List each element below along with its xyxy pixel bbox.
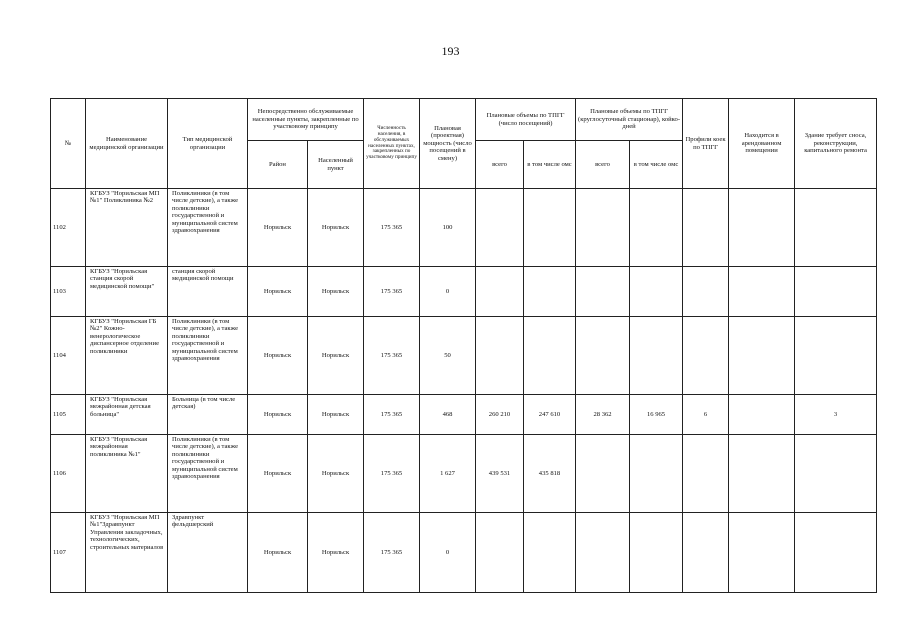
header-building-condition: Здание требует сноса, реконструкции, капитального ремонта: [795, 99, 877, 189]
table-row: [51, 435, 877, 513]
table-row: [51, 513, 877, 593]
org-type-cell: Здравпункт фельдшерский: [168, 513, 248, 593]
visits-total-cell: [476, 513, 524, 593]
building-condition-cell: 3: [795, 395, 877, 435]
org-type-cell: Поликлиники (в том числе детские), а также поликлиники государственной и муниципальной систем здравоохранения: [168, 189, 248, 267]
header-beds-total: всего: [576, 141, 630, 189]
population-cell: 175 365: [364, 267, 420, 317]
population-cell: 175 365: [364, 395, 420, 435]
visits-oms-cell: 247 610: [524, 395, 576, 435]
building-condition-cell: [795, 189, 877, 267]
rented-cell: [729, 189, 795, 267]
visits-oms-cell: 435 818: [524, 435, 576, 513]
capacity-cell: 50: [420, 317, 476, 395]
settlement-cell: Норильск: [308, 513, 364, 593]
row-number: 1104: [51, 317, 86, 395]
header-rented-premises: Находится в арендованном помещении: [729, 99, 795, 189]
beds-total-cell: [576, 513, 630, 593]
header-planned-visits: Плановые объемы по ТПГГ (число посещений): [476, 99, 576, 141]
bed-profiles-cell: [683, 189, 729, 267]
settlement-cell: Норильск: [308, 395, 364, 435]
settlement-cell: Норильск: [308, 267, 364, 317]
rented-cell: [729, 513, 795, 593]
rented-cell: [729, 395, 795, 435]
table-body: [51, 189, 877, 593]
bed-profiles-cell: [683, 267, 729, 317]
visits-oms-cell: [524, 189, 576, 267]
visits-oms-cell: [524, 267, 576, 317]
visits-total-cell: [476, 189, 524, 267]
beds-total-cell: 28 362: [576, 395, 630, 435]
beds-total-cell: [576, 317, 630, 395]
beds-total-cell: [576, 267, 630, 317]
visits-oms-cell: [524, 513, 576, 593]
settlement-cell: Норильск: [308, 317, 364, 395]
beds-oms-cell: [630, 435, 683, 513]
header-settlement: Населенный пункт: [308, 141, 364, 189]
table-header: [51, 99, 877, 189]
capacity-cell: 1 627: [420, 435, 476, 513]
row-number: 1106: [51, 435, 86, 513]
population-cell: 175 365: [364, 189, 420, 267]
building-condition-cell: [795, 435, 877, 513]
beds-oms-cell: [630, 513, 683, 593]
org-name-cell: КГБУЗ "Норильская станция скорой медицинской помощи": [86, 267, 168, 317]
org-type-cell: Поликлиники (в том числе детские), а также поликлиники государственной и муниципальной систем здравоохранения: [168, 317, 248, 395]
rented-cell: [729, 267, 795, 317]
table-row: [51, 395, 877, 435]
header-beds-oms: в том числе омс: [630, 141, 683, 189]
visits-oms-cell: [524, 317, 576, 395]
population-cell: 175 365: [364, 513, 420, 593]
beds-oms-cell: [630, 267, 683, 317]
header-planned-bed-days: Плановые объемы по ТПГГ (круглосуточный стационар), койко-дней: [576, 99, 683, 141]
capacity-cell: 0: [420, 267, 476, 317]
settlement-cell: Норильск: [308, 189, 364, 267]
district-cell: Норильск: [248, 435, 308, 513]
beds-total-cell: [576, 435, 630, 513]
bed-profiles-cell: 6: [683, 395, 729, 435]
header-population: Численность населения, в обслуживаемых населенных пунктах, закрепленных по участковому принципу: [364, 99, 420, 189]
population-cell: 175 365: [364, 317, 420, 395]
rented-cell: [729, 317, 795, 395]
header-served-settlements: Непосредственно обслуживаемые населенные пункты, закрепленные по участковому принципу: [248, 99, 364, 141]
row-number: 1103: [51, 267, 86, 317]
visits-total-cell: [476, 317, 524, 395]
header-org-name: Наименование медицинской организации: [86, 99, 168, 189]
beds-oms-cell: [630, 189, 683, 267]
table-row: [51, 317, 877, 395]
org-type-cell: Больница (в том числе детская): [168, 395, 248, 435]
header-capacity: Плановая (проектная) мощность (число посещений в смену): [420, 99, 476, 189]
row-number: 1105: [51, 395, 86, 435]
beds-oms-cell: [630, 317, 683, 395]
district-cell: Норильск: [248, 317, 308, 395]
org-type-cell: Поликлиники (в том числе детские), а также поликлиники государственной и муниципальной систем здравоохранения: [168, 435, 248, 513]
row-number: 1107: [51, 513, 86, 593]
visits-total-cell: 260 210: [476, 395, 524, 435]
bed-profiles-cell: [683, 317, 729, 395]
building-condition-cell: [795, 267, 877, 317]
bed-profiles-cell: [683, 435, 729, 513]
building-condition-cell: [795, 513, 877, 593]
medical-organizations-table: [50, 98, 877, 593]
org-name-cell: КГБУЗ "Норильская ГБ №2" Кожно-венерологическое диспансерное отделение поликлиники: [86, 317, 168, 395]
visits-total-cell: [476, 267, 524, 317]
header-no: №: [51, 99, 86, 189]
district-cell: Норильск: [248, 513, 308, 593]
bed-profiles-cell: [683, 513, 729, 593]
settlement-cell: Норильск: [308, 435, 364, 513]
page-number: 193: [441, 44, 460, 58]
table-row: [51, 189, 877, 267]
header-visits-total: всего: [476, 141, 524, 189]
beds-oms-cell: 16 965: [630, 395, 683, 435]
org-name-cell: КГБУЗ "Норильская МП №1" Поликлиника №2: [86, 189, 168, 267]
org-name-cell: КГБУЗ "Норильская межрайонная детская больница": [86, 395, 168, 435]
row-number: 1102: [51, 189, 86, 267]
population-cell: 175 365: [364, 435, 420, 513]
building-condition-cell: [795, 317, 877, 395]
beds-total-cell: [576, 189, 630, 267]
header-visits-oms: в том числе омс: [524, 141, 576, 189]
district-cell: Норильск: [248, 189, 308, 267]
rented-cell: [729, 435, 795, 513]
org-type-cell: станция скорой медицинской помощи: [168, 267, 248, 317]
header-bed-profiles: Профили коек по ТПГГ: [683, 99, 729, 189]
header-district: Район: [248, 141, 308, 189]
capacity-cell: 100: [420, 189, 476, 267]
district-cell: Норильск: [248, 395, 308, 435]
org-name-cell: КГБУЗ "Норильская межрайонная поликлиника №1": [86, 435, 168, 513]
capacity-cell: 0: [420, 513, 476, 593]
org-name-cell: КГБУЗ "Норильская МП №1"Здравпункт Управления закладочных, технологических, строительных материалов: [86, 513, 168, 593]
header-org-type: Тип медицинской организации: [168, 99, 248, 189]
visits-total-cell: 439 531: [476, 435, 524, 513]
district-cell: Норильск: [248, 267, 308, 317]
capacity-cell: 468: [420, 395, 476, 435]
table-row: [51, 267, 877, 317]
